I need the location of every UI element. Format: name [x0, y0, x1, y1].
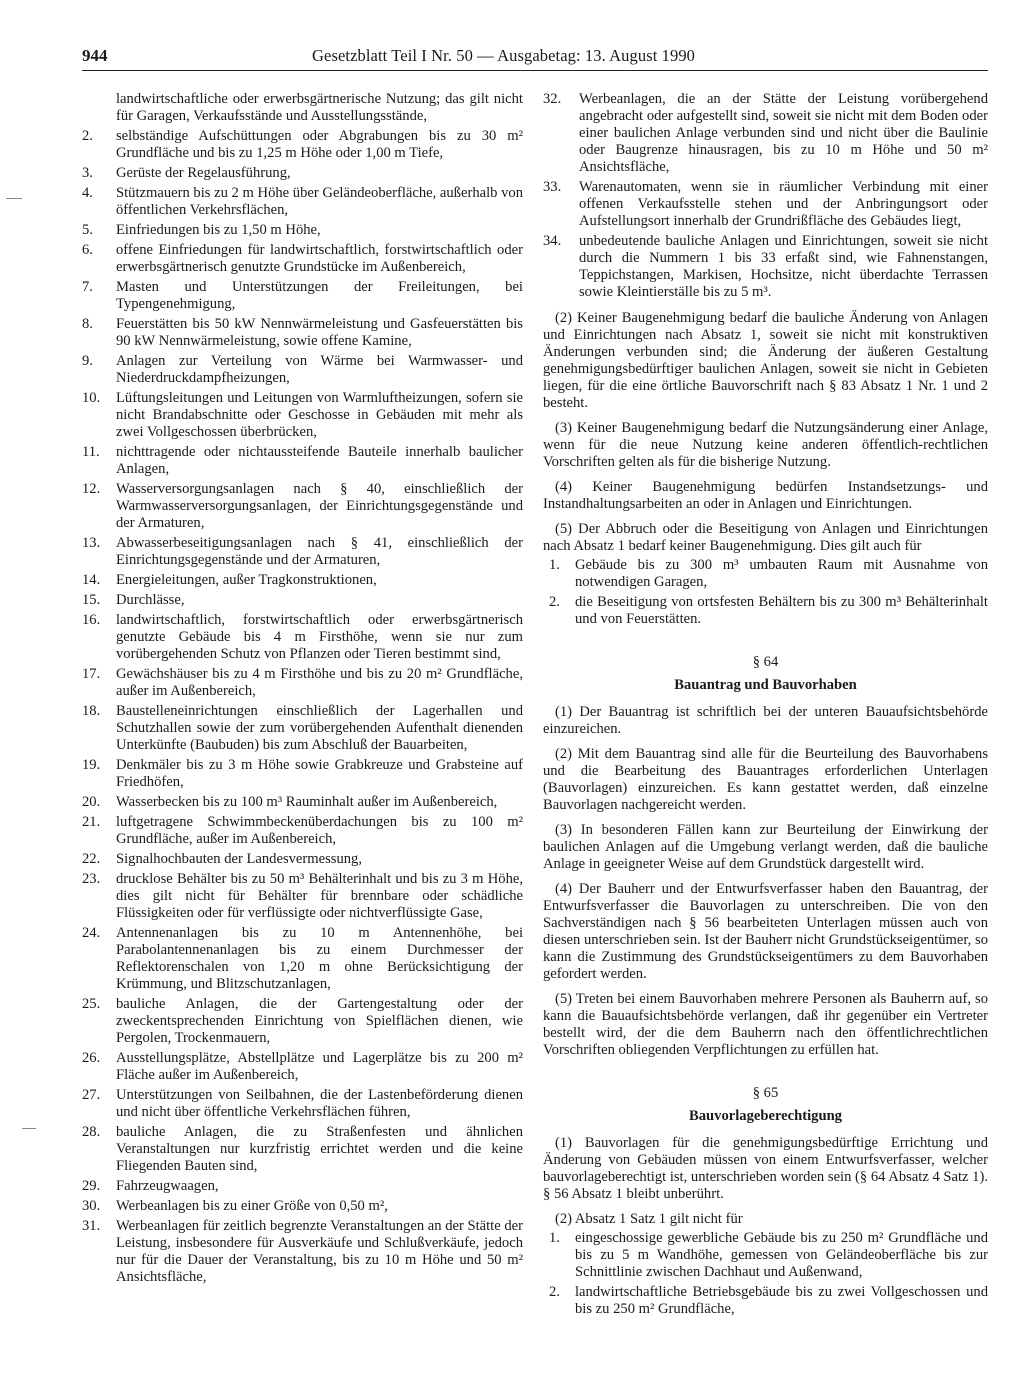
item-text: Baustelleneinrichtungen einschließlich der Lagerhallen und Schutzhallen sowie der zum vorübergehenden Aufenthalt dienenden Unterkünfte (Baubuden) bis zum Abschluß der Bauarbeiten,	[116, 703, 523, 753]
item-number: 11.	[82, 444, 100, 460]
demolition-list	[543, 557, 988, 628]
page-number: 944	[82, 46, 108, 65]
header-rule	[82, 70, 988, 71]
item-text: Werbeanlagen für zeitlich begrenzte Veranstaltungen an der Stätte der Leistung, insbesondere für Ausverkäufe und Schlußverkäufe, jedoch nur für die Dauer der Veranstaltung, bis zu 10 m Höhe und 50 m² Ansichtsfläche,	[116, 1218, 523, 1285]
page-header	[82, 44, 988, 68]
item-number: 25.	[82, 996, 101, 1012]
item-number: 14.	[82, 572, 101, 588]
list-item-continuation: landwirtschaftliche oder erwerbsgärtnerische Nutzung; das gilt nicht für Garagen, Verkaufsstände und Ausstellungsstände,	[116, 91, 523, 124]
item-text: Anlagen zur Verteilung von Wärme bei Warmwasser- und Niederdruckdampfheizungen,	[116, 353, 523, 386]
list-item	[82, 703, 523, 754]
item-number: 20.	[82, 794, 101, 810]
item-text: Ausstellungsplätze, Abstellplätze und Lagerplätze bis zu 200 m² Fläche außer im Außenbereich,	[116, 1050, 523, 1083]
list-item	[82, 481, 523, 532]
list-item	[82, 1124, 523, 1175]
item-text: Wasserversorgungsanlagen nach § 40, einschließlich der Warmwasserversorgungsanlagen, der Einrichtungsgegenstände und der Armaturen,	[116, 481, 523, 531]
item-number: 9.	[82, 353, 93, 369]
item-number: 33.	[543, 179, 562, 195]
item-text: landwirtschaftliche Betriebsgebäude bis zu zwei Vollgeschossen und bis zu 250 m² Grundfläche,	[575, 1284, 988, 1317]
right-column	[543, 91, 988, 1321]
item-text: Abwasserbeseitigungsanlagen nach § 41, einschließlich der Einrichtungsgegenstände und der Armaturen,	[116, 535, 523, 568]
list-item	[82, 1050, 523, 1084]
item-number: 19.	[82, 757, 101, 773]
gazette-title: Gesetzblatt Teil I Nr. 50 — Ausgabetag: 13. August 1990	[312, 46, 696, 65]
item-number: 16.	[82, 612, 101, 628]
item-number: 2.	[549, 594, 560, 610]
list-item	[82, 165, 523, 182]
list-item	[82, 279, 523, 313]
item-number: 8.	[82, 316, 93, 332]
list-item	[543, 594, 988, 628]
list-item	[82, 390, 523, 441]
item-text: Gerüste der Regelausführung,	[116, 165, 291, 181]
item-text: Fahrzeugwaagen,	[116, 1178, 219, 1194]
list-item	[82, 794, 523, 811]
paragraph: (2) Mit dem Bauantrag sind alle für die Beurteilung des Bauvorhabens und die Bearbeitung des Bauantrages erforderlichen Unterlagen (Bauvorlagen) einzureichen. Es kann gestattet werden, daß einzelne Bauvorlagen nachgereicht werden.	[543, 746, 988, 813]
item-number: 2.	[82, 128, 93, 144]
item-number: 10.	[82, 390, 101, 406]
margin-mark	[6, 198, 22, 199]
item-text: landwirtschaftlich, forstwirtschaftlich oder erwerbsgärtnerisch genutzte Gebäude bis 4 m Firsthöhe, wenn sie nur zum vorübergehenden Schutz von Pflanzen oder Tieren bestimmt sind,	[116, 612, 523, 662]
paragraph: (1) Der Bauantrag ist schriftlich bei der unteren Bauaufsichtsbehörde einzureichen.	[543, 704, 988, 737]
item-text: luftgetragene Schwimmbeckenüberdachungen bis zu 100 m² Grundfläche, außer im Außenbereich,	[116, 814, 523, 847]
item-number: 1.	[549, 1230, 560, 1246]
list-item	[82, 1218, 523, 1286]
list-item	[82, 1178, 523, 1195]
item-number: 29.	[82, 1178, 101, 1194]
item-number: 23.	[82, 871, 101, 887]
section-65-paragraphs	[543, 1135, 988, 1228]
list-item	[82, 612, 523, 663]
paragraph: (2) Keiner Baugenehmigung bedarf die bauliche Änderung von Anlagen und Einrichtungen nach Absatz 1, soweit sie nicht mit konstruktiven Änderungen verbunden sind; die Änderung der äußeren Gestaltung genehmigungsbedürftiger baulichen Anlagen, soweit sie nicht in Gebieten liegen, für die eine örtliche Bauvorschrift nach § 83 Absatz 1 Nr. 1 und 2 besteht.	[543, 310, 988, 411]
margin-mark	[22, 1128, 36, 1129]
paragraph: (5) Treten bei einem Bauvorhaben mehrere Personen als Bauherrn auf, so kann die Bauaufsichtsbehörde verlangen, daß ihr gegenüber ein Vertreter bestellt wird, der die dem Bauherrn nach den öffentlichrechtlichen Vorschriften obliegenden Verpflichtungen zu erfüllen hat.	[543, 991, 988, 1058]
list-item	[82, 535, 523, 569]
paragraph: (3) Keiner Baugenehmigung bedarf die Nutzungsänderung einer Anlage, wenn für die neue Nutzung keine anderen öffentlich-rechtlichen Vorschriften gelten als für die bisherige Nutzung.	[543, 420, 988, 470]
item-text: nichttragende oder nichtaussteifende Bauteile innerhalb baulicher Anlagen,	[116, 444, 523, 477]
item-number: 17.	[82, 666, 101, 682]
item-number: 32.	[543, 91, 562, 107]
list-item	[82, 316, 523, 350]
list-item	[82, 128, 523, 162]
item-number: 27.	[82, 1087, 101, 1103]
item-text: Gewächshäuser bis zu 4 m Firsthöhe und bis zu 20 m² Grundfläche, außer im Außenbereich,	[116, 666, 523, 699]
list-item	[543, 557, 988, 591]
item-text: Werbeanlagen, die an der Stätte der Leistung vorübergehend angebracht oder aufgestellt sind, soweit sie nicht mit dem Boden oder einer baulichen Anlage verbunden sind und nicht über die Baulinie oder Baugrenze hinausragen, bis zu 10 m Höhe und 50 m² Ansichtsfläche,	[579, 91, 988, 175]
list-item	[82, 353, 523, 387]
list-item	[543, 1230, 988, 1281]
item-text: Gebäude bis zu 300 m³ umbauten Raum mit Ausnahme von notwendigen Garagen,	[575, 557, 988, 590]
list-item	[82, 444, 523, 478]
paragraph: (4) Keiner Baugenehmigung bedürfen Instandsetzungs- und Instandhaltungsarbeiten an oder in Anlagen und Einrichtungen.	[543, 479, 988, 512]
item-text: Durchlässe,	[116, 592, 185, 608]
list-item	[543, 1284, 988, 1318]
list-item	[82, 814, 523, 848]
paragraph: (3) In besonderen Fällen kann zur Beurteilung der Einwirkung der baulichen Anlagen auf die Umgebung verlangt werden, daß die bauliche Anlage in geeigneter Weise auf dem Grundstück dargestellt wird.	[543, 822, 988, 872]
item-text: bauliche Anlagen, die zu Straßenfesten und ähnlichen Veranstaltungen nur kurzfristig errichtet werden und die keine Fliegenden Bauten sind,	[116, 1124, 523, 1174]
item-text: Werbeanlagen bis zu einer Größe von 0,50 m²,	[116, 1198, 388, 1214]
item-number: 30.	[82, 1198, 101, 1214]
section-63-paragraphs	[543, 310, 988, 555]
item-number: 24.	[82, 925, 101, 941]
item-text: Denkmäler bis zu 3 m Höhe sowie Grabkreuze und Grabsteine auf Friedhöfen,	[116, 757, 523, 790]
paragraph: (5) Der Abbruch oder die Beseitigung von Anlagen und Einrichtungen nach Absatz 1 bedarf keiner Baugenehmigung. Dies gilt auch für	[543, 521, 988, 554]
item-text: Wasserbecken bis zu 100 m³ Rauminhalt außer im Außenbereich,	[116, 794, 498, 810]
item-number: 7.	[82, 279, 93, 295]
item-number: 3.	[82, 165, 93, 181]
exemption-list	[82, 128, 523, 1286]
item-text: Einfriedungen bis zu 1,50 m Höhe,	[116, 222, 321, 238]
item-number: 6.	[82, 242, 93, 258]
item-number: 2.	[549, 1284, 560, 1300]
section-64-title: Bauantrag und Bauvorhaben	[674, 677, 857, 693]
item-text: Feuerstätten bis 50 kW Nennwärmeleistung und Gasfeuerstätten bis 90 kW Nennwärmeleistung, sowie offene Kamine,	[116, 316, 523, 349]
list-item	[543, 91, 988, 176]
item-number: 13.	[82, 535, 101, 551]
list-item	[543, 233, 988, 301]
item-text: eingeschossige gewerbliche Gebäude bis zu 250 m² Grundfläche und bis zu 5 m Wandhöhe, gemessen von Geländeoberfläche bis zur Schnittlinie zwischen Dachhaut und Außenwand,	[575, 1230, 988, 1280]
item-number: 5.	[82, 222, 93, 238]
item-number: 18.	[82, 703, 101, 719]
item-text: Unterstützungen von Seilbahnen, die der Lastenbeförderung dienen und nicht über öffentliche Verkehrsflächen führen,	[116, 1087, 523, 1120]
item-text: Antennenanlagen bis zu 10 m Antennenhöhe, bei Parabolantennenanlagen bis zu einem Durchmesser der Reflektorenschalen von 1,20 m ohne Berücksichtigung der Krümmung, und Blitzschutzanlagen,	[116, 925, 523, 992]
item-text: drucklose Behälter bis zu 50 m³ Behälterinhalt und bis zu 3 m Höhe, dies gilt nicht für Behälter für brennbare oder schädliche Flüssigkeiten oder für verflüssigte oder nichtverflüssigte Gase,	[116, 871, 523, 921]
list-item	[82, 757, 523, 791]
item-number: 28.	[82, 1124, 101, 1140]
item-text: Masten und Unterstützungen der Freileitungen, bei Typengenehmigung,	[116, 279, 523, 312]
item-number: 15.	[82, 592, 101, 608]
list-item	[82, 572, 523, 589]
section-64-paragraphs	[543, 704, 988, 1059]
item-number: 12.	[82, 481, 101, 497]
item-text: die Beseitigung von ortsfesten Behältern bis zu 300 m³ Behälterinhalt und von Feuerstätten.	[575, 594, 988, 627]
item-number: 26.	[82, 1050, 101, 1066]
list-item	[82, 1198, 523, 1215]
item-number: 1.	[549, 557, 560, 573]
list-item	[82, 925, 523, 993]
item-text: selbständige Aufschüttungen oder Abgrabungen bis zu 30 m² Grundfläche und bis zu 1,25 m Höhe oder 1,00 m Tiefe,	[116, 128, 523, 161]
item-text: Energieleitungen, außer Tragkonstruktionen,	[116, 572, 377, 588]
list-item	[82, 185, 523, 219]
left-column	[82, 91, 523, 1289]
list-item	[82, 666, 523, 700]
item-number: 34.	[543, 233, 562, 249]
item-text: Signalhochbauten der Landesvermessung,	[116, 851, 362, 867]
exemption-list-continued	[543, 91, 988, 301]
list-item	[82, 1087, 523, 1121]
list-item	[82, 996, 523, 1047]
section-65-title: Bauvorlageberechtigung	[689, 1108, 842, 1124]
item-text: Stützmauern bis zu 2 m Höhe über Geländeoberfläche, außerhalb von öffentlichen Verkehrsflächen,	[116, 185, 523, 218]
item-number: 4.	[82, 185, 93, 201]
section-65-number: § 65	[752, 1085, 779, 1101]
item-text: bauliche Anlagen, die der Gartengestaltung oder der zweckentsprechenden Einrichtung von Spielflächen dienen, wie Pergolen, Trockenmauern,	[116, 996, 523, 1046]
list-item	[82, 592, 523, 609]
list-item	[82, 242, 523, 276]
paragraph: (2) Absatz 1 Satz 1 gilt nicht für	[555, 1211, 743, 1227]
section-65-list	[543, 1230, 988, 1318]
list-item	[543, 179, 988, 230]
list-item	[82, 222, 523, 239]
item-text: Lüftungsleitungen und Leitungen von Warmluftheizungen, sofern sie nicht Brandabschnitte oder Geschosse in Gebäuden mit mehr als zwei Vollgeschossen überbrücken,	[116, 390, 523, 440]
list-item	[82, 871, 523, 922]
paragraph: (1) Bauvorlagen für die genehmigungsbedürftige Errichtung und Änderung von Gebäuden müssen von einem Entwurfsverfasser, welcher bauvorlageberechtigt ist, unterschrieben worden sein (§ 64 Absatz 4 Satz 1). § 56 Absatz 1 bleibt unberührt.	[543, 1135, 988, 1202]
section-64-number: § 64	[752, 654, 779, 670]
item-number: 22.	[82, 851, 101, 867]
item-number: 21.	[82, 814, 101, 830]
paragraph: (4) Der Bauherr und der Entwurfsverfasser haben den Bauantrag, der Entwurfsverfasser die Bauvorlagen zu unterschreiben. Die von den Sachverständigen nach § 56 bearbeiteten Unterlagen müssen auch von diesen unterschrieben sein. Ist der Bauherr nicht Grundstückseigentümer, so kann die Zustimmung des Grundstückseigentümers zu dem Bauvorhaben gefordert werden.	[543, 881, 988, 982]
item-number: 31.	[82, 1218, 101, 1234]
list-item	[82, 851, 523, 868]
item-text: offene Einfriedungen für landwirtschaftlich, forstwirtschaftlich oder erwerbsgärtnerisch genutzte Grundstücke im Außenbereich,	[116, 242, 523, 275]
item-text: unbedeutende bauliche Anlagen und Einrichtungen, soweit sie nicht durch die Nummern 1 bis 33 erfaßt sind, wie Fahnenstangen, Teppichstangen, Markisen, Hochsitze, nicht überdachte Terrassen sowie Kleintierställe bis zu 5 m³.	[579, 233, 988, 300]
item-text: Warenautomaten, wenn sie in räumlicher Verbindung mit einer offenen Verkaufsstelle stehen und der Anbringungsort oder Aufstellungsort innerhalb der Grundrißfläche des Gebäudes liegt,	[579, 179, 988, 229]
